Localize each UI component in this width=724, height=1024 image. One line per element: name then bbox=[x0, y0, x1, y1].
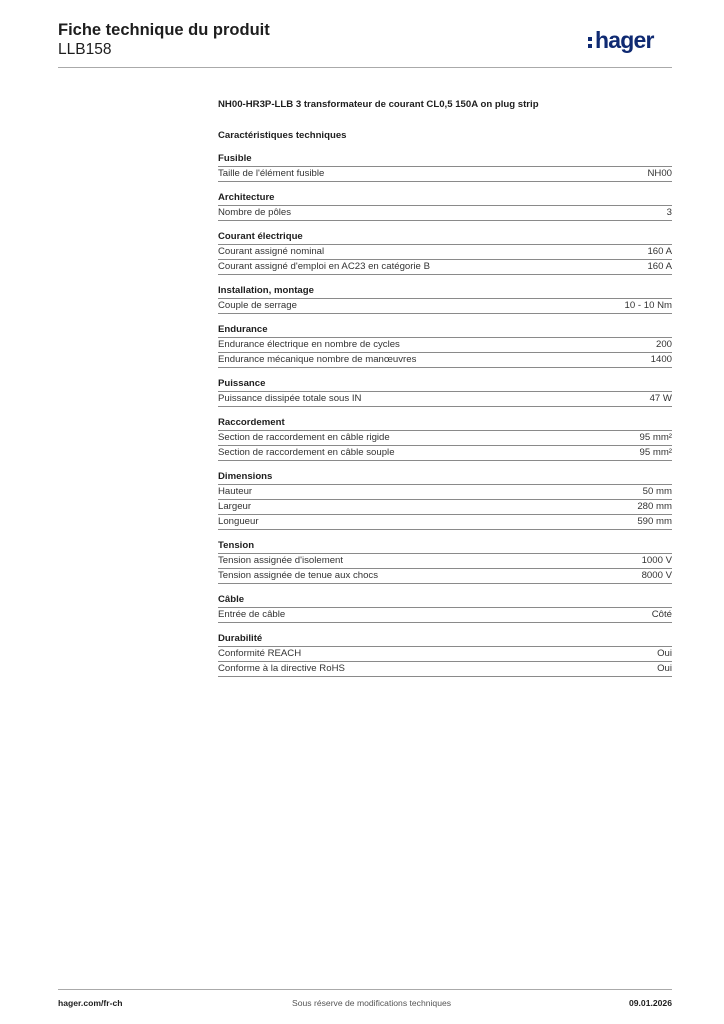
spec-label: Largeur bbox=[218, 501, 252, 512]
spec-label: Tension assignée d'isolement bbox=[218, 555, 344, 566]
spec-group bbox=[218, 539, 672, 584]
spec-group-title: Tension bbox=[218, 539, 672, 554]
spec-row bbox=[218, 569, 672, 584]
spec-group bbox=[218, 632, 672, 677]
footer-date: 09.01.2026 bbox=[628, 998, 672, 1008]
spec-row bbox=[218, 662, 672, 677]
spec-group-title: Endurance bbox=[218, 323, 672, 338]
spec-group bbox=[218, 230, 672, 275]
hager-logo bbox=[588, 27, 654, 57]
spec-label: Courant assigné d'emploi en AC23 en catégorie B bbox=[218, 261, 430, 272]
spec-label: Endurance mécanique nombre de manœuvres bbox=[218, 354, 417, 365]
footer-disclaimer: Sous réserve de modifications techniques bbox=[292, 998, 452, 1008]
footer-divider bbox=[58, 989, 672, 990]
spec-label: Taille de l'élément fusible bbox=[218, 168, 325, 179]
spec-row bbox=[218, 608, 672, 623]
spec-group-title: Raccordement bbox=[218, 416, 672, 431]
spec-row bbox=[218, 206, 672, 221]
spec-value: 47 W bbox=[649, 393, 672, 404]
page-title: Fiche technique du produit bbox=[58, 21, 270, 39]
logo-dots-icon bbox=[588, 31, 592, 53]
spec-group-title: Fusible bbox=[218, 152, 672, 167]
spec-label: Couple de serrage bbox=[218, 300, 297, 311]
spec-row bbox=[218, 299, 672, 314]
header-divider bbox=[58, 67, 672, 68]
spec-value: 50 mm bbox=[642, 486, 672, 497]
spec-value: Côté bbox=[651, 609, 672, 620]
spec-value: 160 A bbox=[647, 246, 672, 257]
spec-row bbox=[218, 245, 672, 260]
spec-group bbox=[218, 191, 672, 221]
spec-value: 1000 V bbox=[641, 555, 672, 566]
spec-value: Oui bbox=[657, 663, 672, 674]
spec-row bbox=[218, 515, 672, 530]
spec-group-title: Câble bbox=[218, 593, 672, 608]
spec-group bbox=[218, 470, 672, 530]
spec-row bbox=[218, 392, 672, 407]
spec-group-title: Installation, montage bbox=[218, 284, 672, 299]
spec-group bbox=[218, 416, 672, 461]
product-reference: LLB158 bbox=[58, 41, 112, 58]
spec-value: NH00 bbox=[647, 168, 672, 179]
spec-value: 95 mm² bbox=[639, 432, 672, 443]
spec-value: 590 mm bbox=[637, 516, 672, 527]
spec-value: 8000 V bbox=[641, 570, 672, 581]
spec-row bbox=[218, 500, 672, 515]
spec-group bbox=[218, 593, 672, 623]
spec-row bbox=[218, 647, 672, 662]
spec-label: Tension assignée de tenue aux chocs bbox=[218, 570, 379, 581]
spec-group-title: Dimensions bbox=[218, 470, 672, 485]
footer-website[interactable]: hager.com/fr-ch bbox=[58, 998, 123, 1008]
section-heading: Caractéristiques techniques bbox=[218, 130, 347, 141]
spec-label: Courant assigné nominal bbox=[218, 246, 325, 257]
spec-label: Entrée de câble bbox=[218, 609, 286, 620]
spec-group-title: Architecture bbox=[218, 191, 672, 206]
spec-group bbox=[218, 377, 672, 407]
product-title: NH00-HR3P-LLB 3 transformateur de courant CL0,5 150A on plug strip bbox=[218, 99, 539, 110]
spec-group bbox=[218, 284, 672, 314]
spec-value: 160 A bbox=[647, 261, 672, 272]
spec-value: 3 bbox=[666, 207, 672, 218]
spec-row bbox=[218, 260, 672, 275]
spec-value: 280 mm bbox=[637, 501, 672, 512]
spec-group-title: Durabilité bbox=[218, 632, 672, 647]
spec-label: Endurance électrique en nombre de cycles bbox=[218, 339, 400, 350]
spec-value: 1400 bbox=[650, 354, 672, 365]
spec-label: Longueur bbox=[218, 516, 259, 527]
spec-group bbox=[218, 152, 672, 182]
logo-text: hager bbox=[595, 27, 654, 53]
spec-row bbox=[218, 353, 672, 368]
content bbox=[218, 98, 672, 686]
spec-row bbox=[218, 167, 672, 182]
spec-row bbox=[218, 485, 672, 500]
spec-group-title: Puissance bbox=[218, 377, 672, 392]
spec-row bbox=[218, 446, 672, 461]
spec-label: Conforme à la directive RoHS bbox=[218, 663, 345, 674]
spec-groups bbox=[218, 152, 672, 677]
spec-value: Oui bbox=[657, 648, 672, 659]
spec-label: Hauteur bbox=[218, 486, 253, 497]
spec-value: 95 mm² bbox=[639, 447, 672, 458]
spec-row bbox=[218, 554, 672, 569]
spec-label: Section de raccordement en câble rigide bbox=[218, 432, 390, 443]
spec-group bbox=[218, 323, 672, 368]
spec-group-title: Courant électrique bbox=[218, 230, 672, 245]
spec-label: Nombre de pôles bbox=[218, 207, 292, 218]
spec-row bbox=[218, 338, 672, 353]
spec-label: Section de raccordement en câble souple bbox=[218, 447, 395, 458]
spec-label: Conformité REACH bbox=[218, 648, 302, 659]
spec-value: 200 bbox=[655, 339, 672, 350]
spec-value: 10 - 10 Nm bbox=[624, 300, 672, 311]
spec-row bbox=[218, 431, 672, 446]
spec-label: Puissance dissipée totale sous IN bbox=[218, 393, 362, 404]
